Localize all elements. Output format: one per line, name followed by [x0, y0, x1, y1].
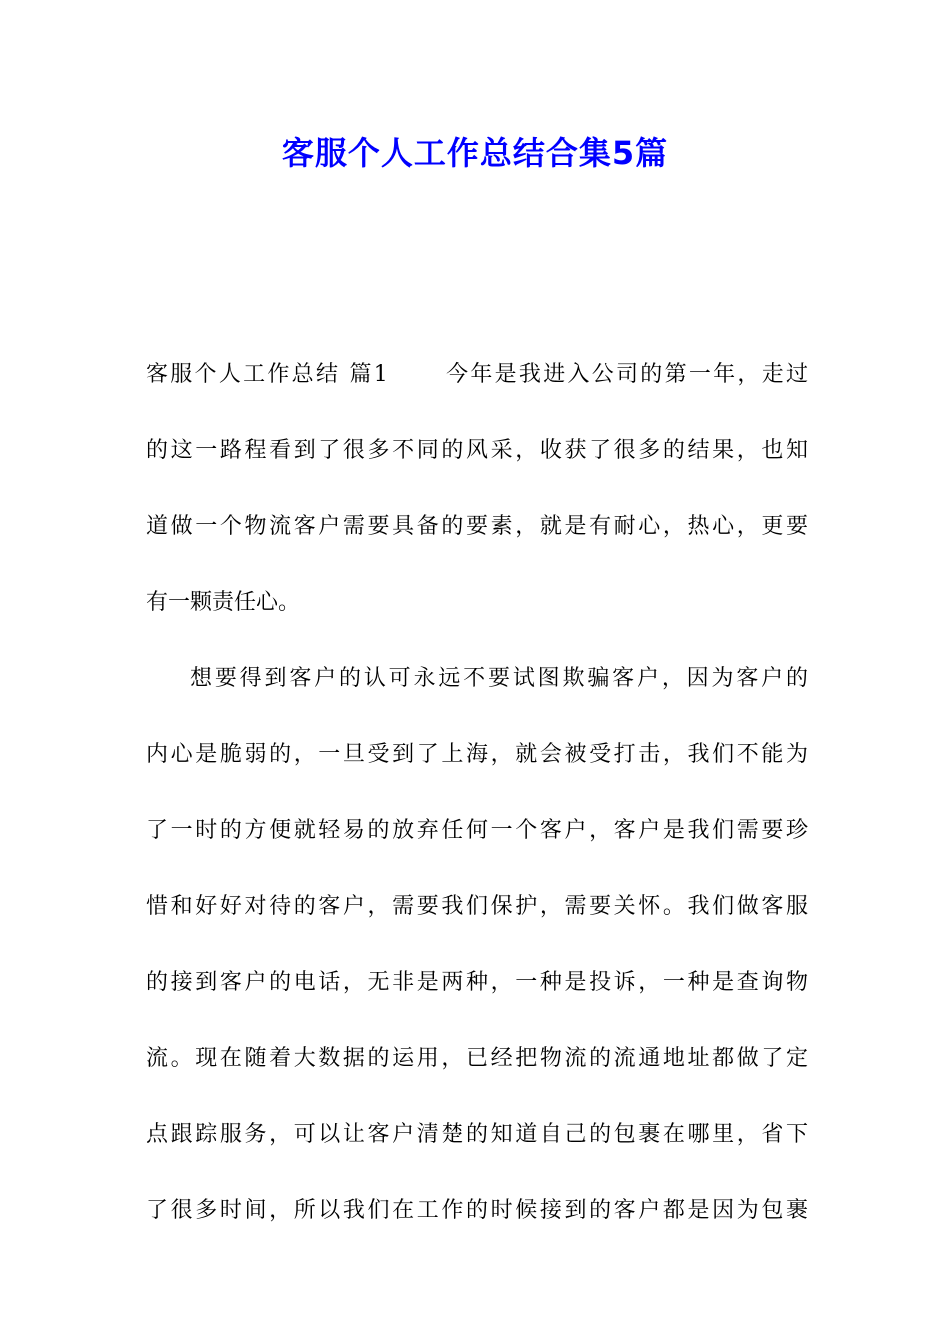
paragraph-line: 流。现在随着大数据的运用，已经把物流的流通地址都做了定 [146, 1046, 808, 1071]
paragraph-line: 有一颗责任心。 [146, 590, 301, 615]
paragraph-line: 点跟踪服务，可以让客户清楚的知道自己的包裹在哪里，省下 [146, 1122, 808, 1147]
paragraph-line [146, 337, 808, 413]
paragraph-line-text: 今年是我进入公司的第一年，走过 [443, 362, 808, 387]
paragraph-line: 道做一个物流客户需要具备的要素，就是有耐心，热心，更要 [146, 514, 808, 539]
paragraph-line: 的接到客户的电话，无非是两种，一种是投诉，一种是查询物 [146, 970, 808, 995]
document-title: 客服个人工作总结合集5篇 [281, 134, 669, 172]
section-heading: 客服个人工作总结 篇1 [146, 362, 388, 387]
paragraph-line: 想要得到客户的认可永远不要试图欺骗客户，因为客户的 [190, 666, 808, 691]
document-body [146, 337, 808, 1249]
paragraph-line: 惜和好好对待的客户，需要我们保护，需要关怀。我们做客服 [146, 894, 808, 919]
paragraph-line: 了一时的方便就轻易的放弃任何一个客户，客户是我们需要珍 [146, 818, 808, 843]
paragraph-line: 了很多时间，所以我们在工作的时候接到的客户都是因为包裹 [146, 1198, 808, 1223]
paragraph-line: 内心是脆弱的，一旦受到了上海，就会被受打击，我们不能为 [146, 742, 808, 767]
paragraph-line: 的这一路程看到了很多不同的风采，收获了很多的结果，也知 [146, 438, 808, 463]
